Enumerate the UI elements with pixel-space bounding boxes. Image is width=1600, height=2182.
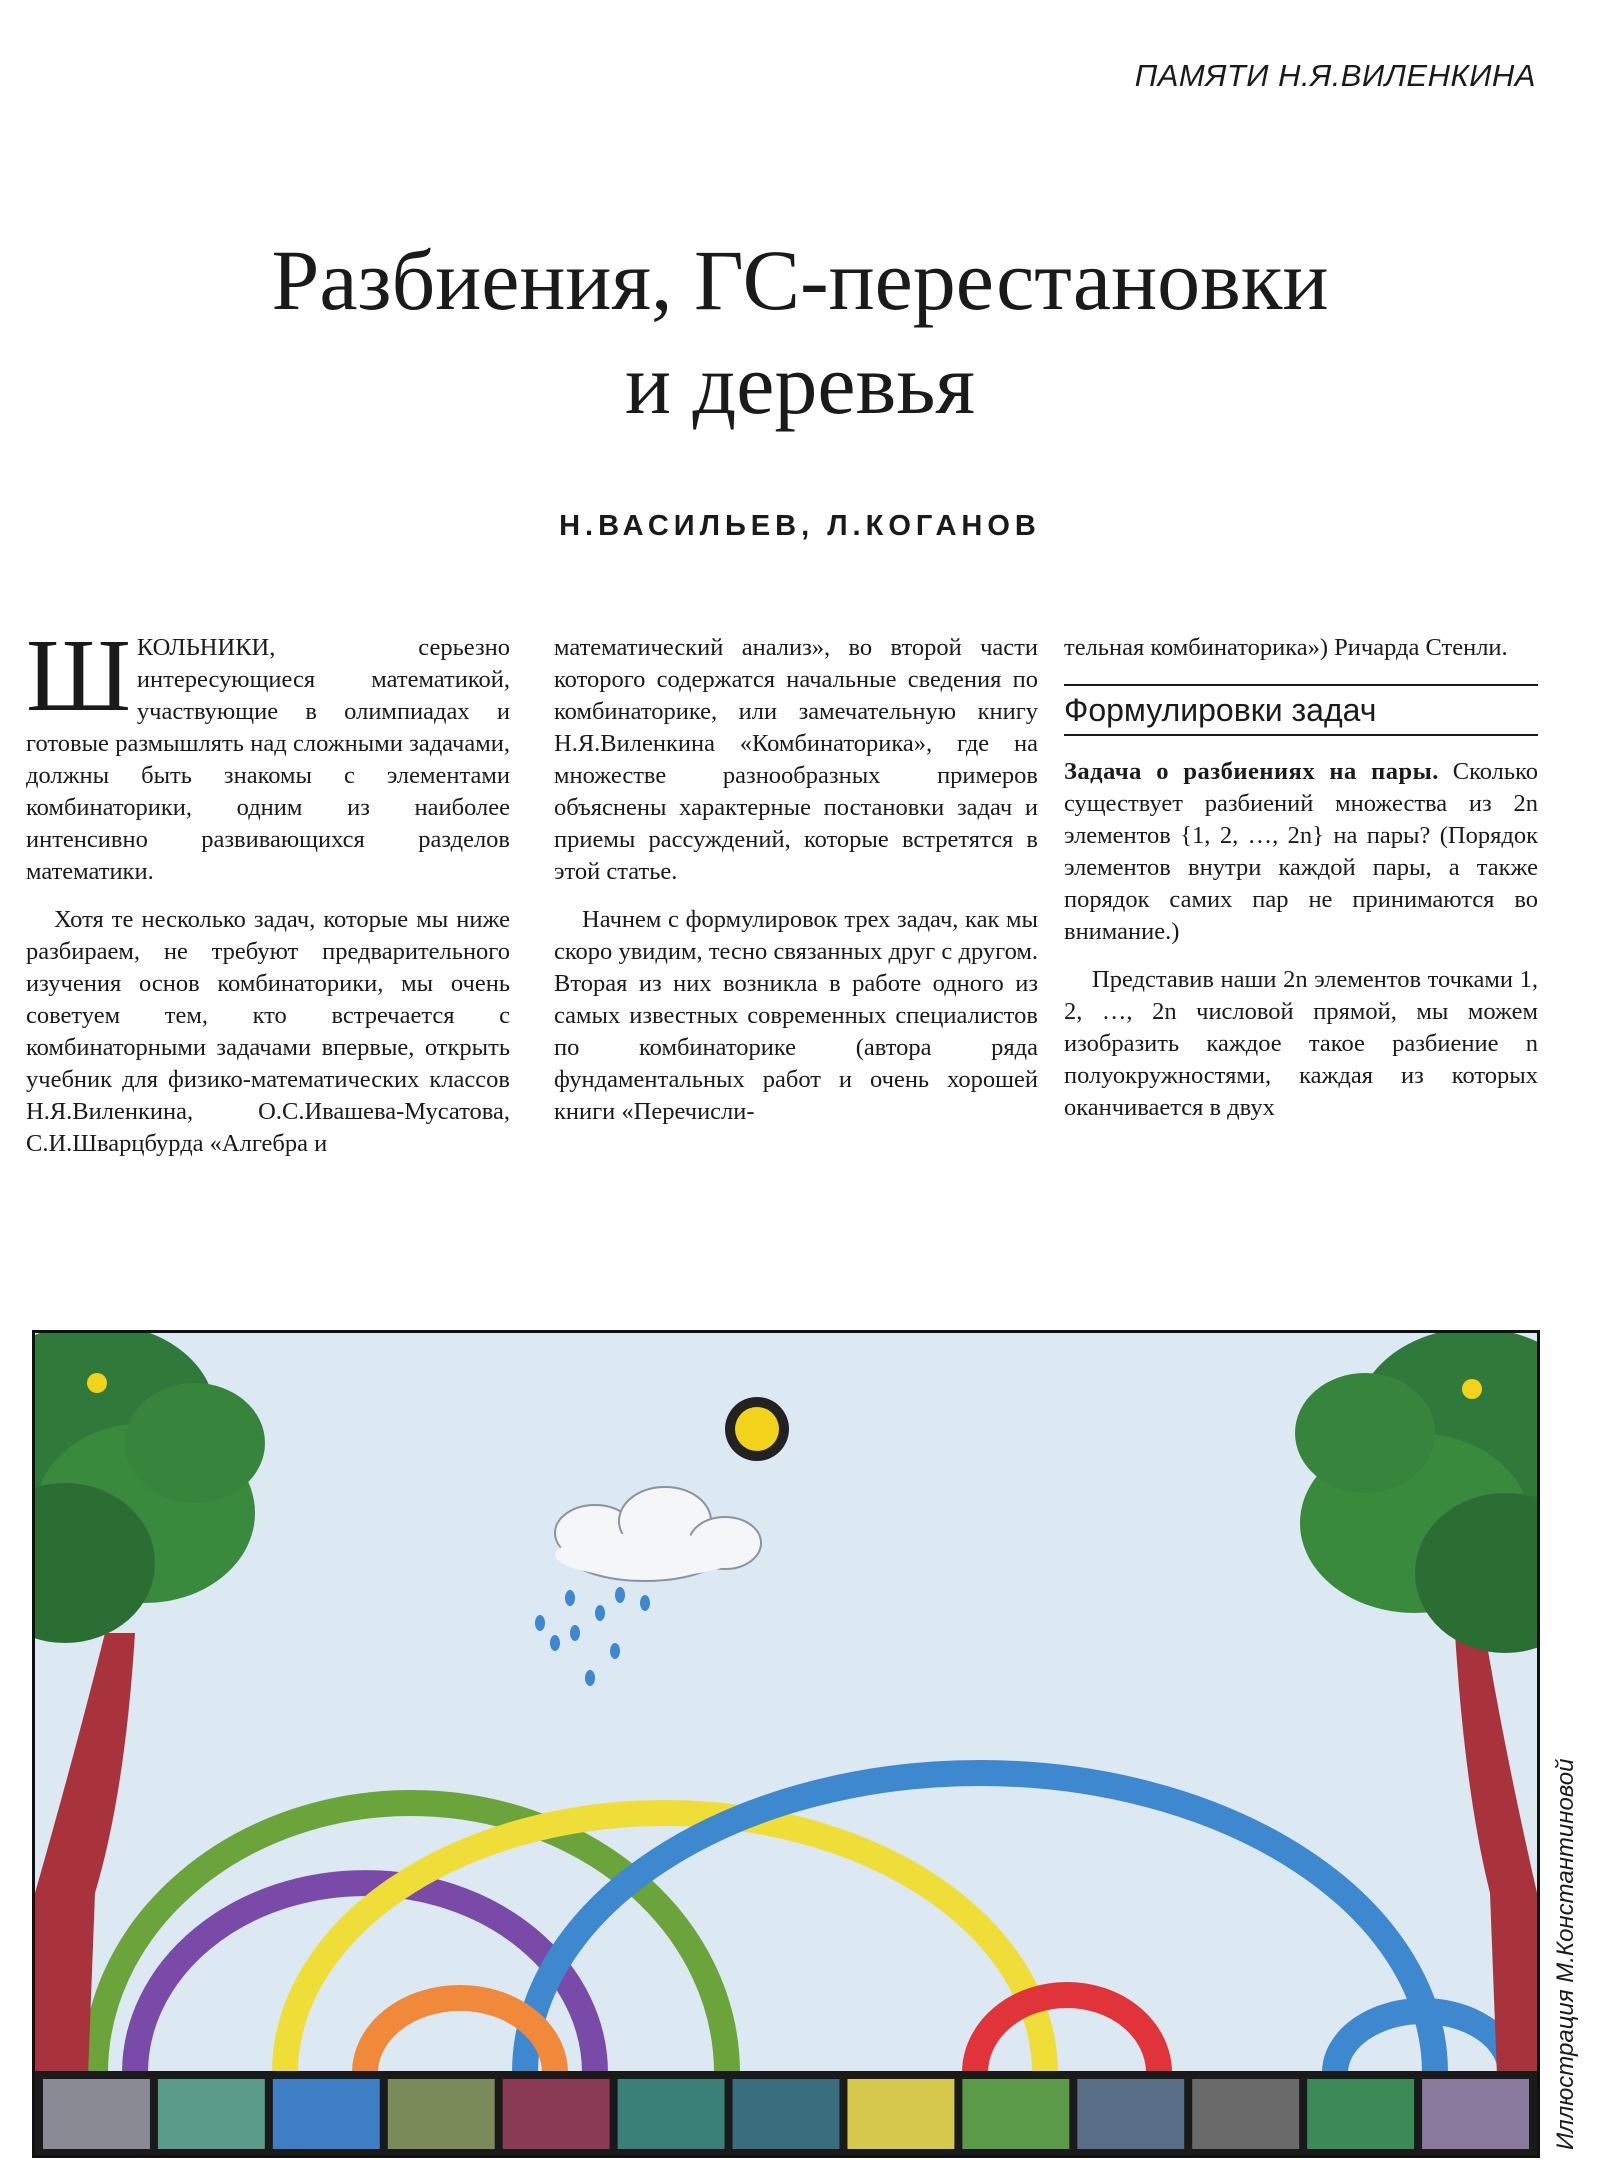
- title-line-2: и деревья: [624, 336, 975, 432]
- authors: Н.ВАСИЛЬЕВ, Л.КОГАНОВ: [559, 510, 1041, 542]
- colored-square: [733, 2079, 840, 2149]
- paragraph-text: КОЛЬНИКИ, серьезно интересующиеся математикой, участвующие в олимпиадах и готовые размышлять над сложными задачами, должны быть знакомы с элементами комбинаторики, одним из наиболее интенсивно развивающихся разделов математики.: [26, 634, 510, 885]
- colored-square: [503, 2079, 610, 2149]
- section-heading: Формулировки задач: [1064, 692, 1377, 728]
- title-line-1: Разбиения, ГС-перестановки: [271, 232, 1329, 328]
- colored-square: [1077, 2079, 1184, 2149]
- colored-square: [1307, 2079, 1414, 2149]
- task-title: Задача о разбиениях на пары.: [1064, 758, 1439, 785]
- colored-square: [962, 2079, 1069, 2149]
- sun-icon: [725, 1397, 789, 1461]
- column-2: [554, 632, 1038, 1128]
- colored-square: [388, 2079, 495, 2149]
- colored-square: [273, 2079, 380, 2149]
- colored-square: [43, 2079, 150, 2149]
- paragraph: тельная комбинаторика») Ричарда Стенли.: [1064, 634, 1508, 661]
- colored-square: [618, 2079, 725, 2149]
- section-rubric: ПАМЯТИ Н.Я.ВИЛЕНКИНА: [1134, 58, 1536, 93]
- paragraph: Начнем с формулировок трех задач, как мы скоро увидим, тесно связанных друг с другом. Вторая из них возникла в работе одного из самых известных современных специалистов по комбинаторике (автора ряда фундаментальных работ и очень хорошей книги «Перечисли-: [554, 906, 1038, 1125]
- task-paragraph: [1064, 756, 1538, 948]
- paragraph: [26, 618, 510, 888]
- illustration-art: [35, 1333, 1537, 2155]
- paragraph: Представив наши 2n элементов точками 1, 2, …, 2n числовой прямой, мы можем изобразить каждое такое разбиение n полуокружностями, каждая из которых оканчивается в двух: [1064, 966, 1538, 1121]
- colored-square: [1192, 2079, 1299, 2149]
- task-text: Сколько существует разбиений множества из 2n элементов {1, 2, …, 2n} на пары? (Порядок элементов внутри каждой пары, а также порядок самих пар не принимаются во внимание.): [1064, 758, 1538, 945]
- illustration: [32, 1330, 1540, 2158]
- article-title: [0, 228, 1600, 436]
- paragraph: Хотя те несколько задач, которые мы ниже разбираем, не требуют предварительного изучения основ комбинаторики, мы очень советуем тем, кто встречается с комбинаторными задачами впервые, открыть учебник для физико-математических классов Н.Я.Виленкина, О.С.Ивашева-Мусатова, С.И.Шварцбурда «Алгебра и: [26, 906, 510, 1157]
- colored-square: [1422, 2079, 1529, 2149]
- credit-text: Иллюстрация М.Константиновой: [1552, 1758, 1579, 2150]
- column-1: [26, 618, 510, 1160]
- colored-square: [158, 2079, 265, 2149]
- colored-square: [847, 2079, 954, 2149]
- column-3: [1064, 632, 1538, 1124]
- section-rule-bottom: [1064, 734, 1538, 736]
- paragraph: математический анализ», во второй части которого содержатся начальные сведения по комбинаторике, или замечательную книгу Н.Я.Виленкина «Комбинаторика», где на множестве разнообразных примеров объяснены характерные постановки задач и приемы рассуждений, которые встретятся в этой статье.: [554, 634, 1038, 885]
- drop-cap: Ш: [26, 618, 131, 733]
- section-rule-top: [1064, 684, 1538, 686]
